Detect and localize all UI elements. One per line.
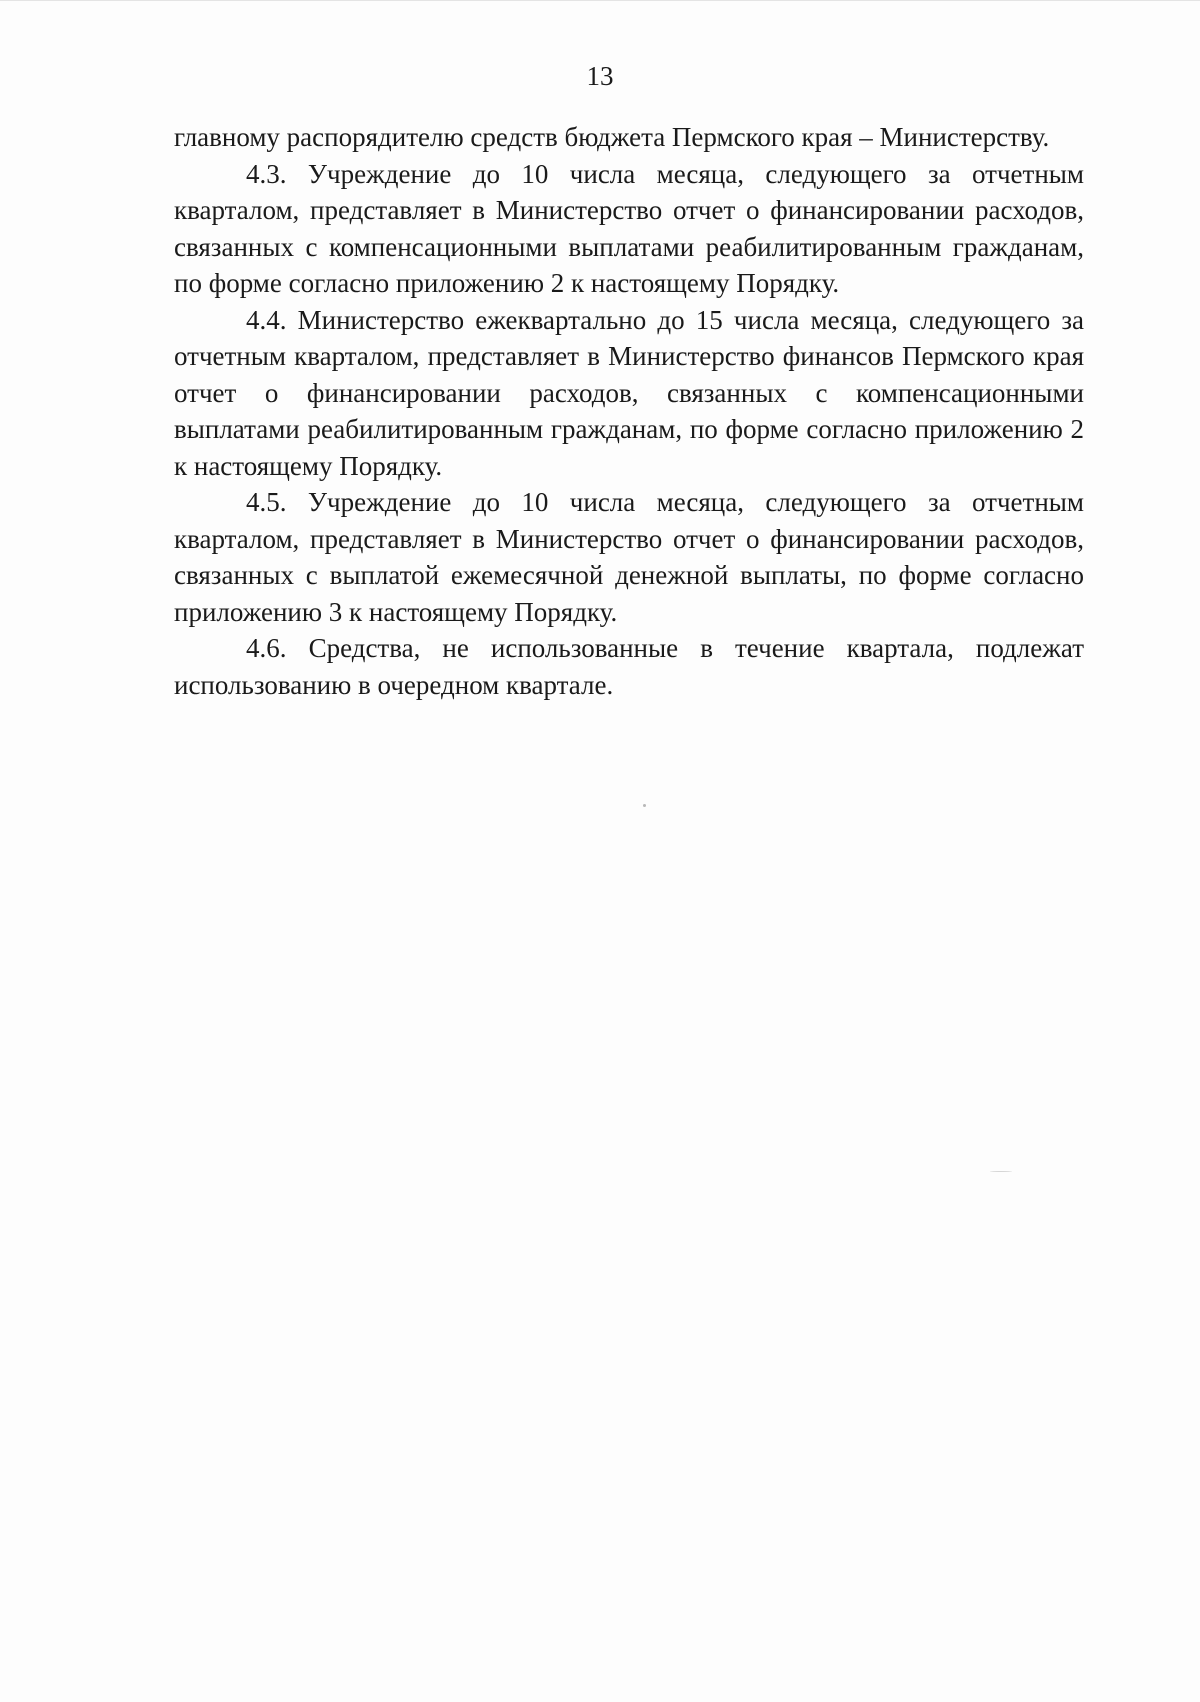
paragraph-4-4: 4.4. Министерство ежеквартально до 15 числа месяца, следующего за отчетным кварталом, представляет в Министерство финансов Пермского края отчет о финансировании расходов, связанных с компенсационными выплатами реабилитированным гражданам, по форме согласно приложению 2 к настоящему Порядку. <box>174 304 1084 481</box>
scan-speck <box>990 1171 1012 1172</box>
paragraph-4-5: 4.5. Учреждение до 10 числа месяца, следующего за отчетным кварталом, представляет в Министерство отчет о финансировании расходов, связанных с выплатой ежемесячной денежной выплаты, по форме согласно приложению 3 к настоящему Порядку. <box>174 487 1084 627</box>
paragraph-4-3: 4.3. Учреждение до 10 числа месяца, следующего за отчетным кварталом, представляет в Министерство отчет о финансировании расходов, связанных с компенсационными выплатами реабилитированным гражданам, по форме согласно приложению 2 к настоящему Порядку. <box>174 158 1084 298</box>
paragraph-continuation: главному распорядителю средств бюджета Пермского края – Министерству. <box>174 122 1050 152</box>
document-body <box>174 119 1084 703</box>
page-number: 13 <box>586 61 614 91</box>
scan-speck <box>643 804 646 807</box>
paragraph-4-6: 4.6. Средства, не использованные в течение квартала, подлежат использованию в очередном квартале. <box>174 633 1084 700</box>
